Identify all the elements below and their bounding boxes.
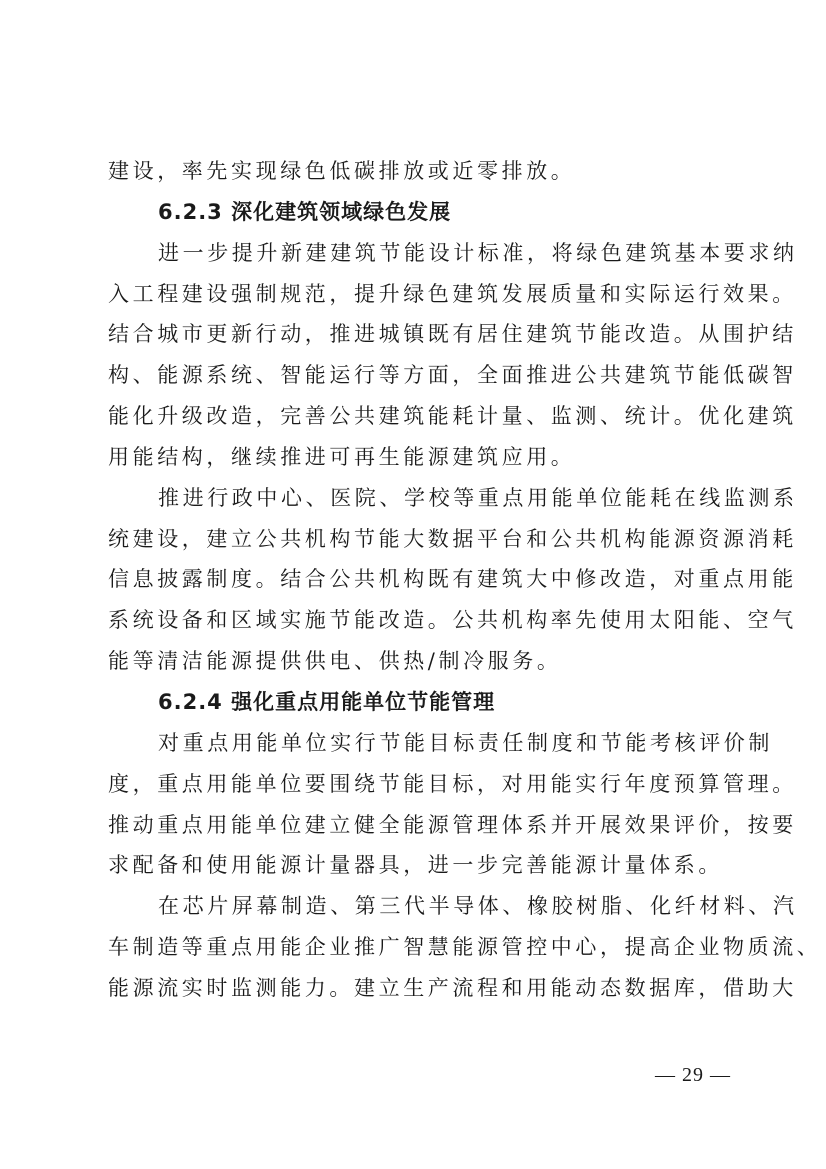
page-number: — 29 —	[655, 1064, 731, 1086]
text-line: 构、能源系统、智能运行等方面，全面推进公共建筑节能低碳智	[108, 363, 797, 388]
text-line: 信息披露制度。结合公共机构既有建筑大中修改造，对重点用能	[108, 567, 797, 592]
text-line: 在芯片屏幕制造、第三代半导体、橡胶树脂、化纤材料、汽	[158, 894, 798, 919]
text-line: 对重点用能单位实行节能目标责任制度和节能考核评价制	[158, 730, 773, 755]
text-line: 统建设，建立公共机构节能大数据平台和公共机构能源资源消耗	[108, 526, 797, 551]
text-line: 能化升级改造，完善公共建筑能耗计量、监测、统计。优化建筑	[108, 404, 797, 429]
text-line: 能源流实时监测能力。建立生产流程和用能动态数据库，借助大	[108, 975, 797, 1000]
text-line: 系统设备和区域实施节能改造。公共机构率先使用太阳能、空气	[108, 608, 797, 633]
text-line: 度，重点用能单位要围绕节能目标，对用能实行年度预算管理。	[108, 771, 797, 796]
document-body	[108, 151, 822, 1009]
text-line: 进一步提升新建建筑节能设计标准，将绿色建筑基本要求纳	[158, 240, 798, 265]
section-heading-6-2-4: 6.2.4 强化重点用能单位节能管理	[158, 689, 496, 714]
text-line: 建设，率先实现绿色低碳排放或近零排放。	[108, 159, 576, 183]
text-line: 推进行政中心、医院、学校等重点用能单位能耗在线监测系	[158, 485, 798, 510]
text-line: 求配备和使用能源计量器具，进一步完善能源计量体系。	[108, 853, 723, 878]
text-line: 入工程建设强制规范，提升绿色建筑发展质量和实际运行效果。	[108, 281, 797, 306]
text-line: 用能结构，继续推进可再生能源建筑应用。	[108, 444, 576, 469]
text-line: 推动重点用能单位建立健全能源管理体系并开展效果评价，按要	[108, 812, 797, 837]
section-heading-6-2-3: 6.2.3 深化建筑领域绿色发展	[158, 199, 452, 224]
text-line: 能等清洁能源提供供电、供热/制冷服务。	[108, 649, 562, 674]
text-line: 车制造等重点用能企业推广智慧能源管控中心，提高企业物质流、	[108, 935, 822, 960]
text-line: 结合城市更新行动，推进城镇既有居住建筑节能改造。从围护结	[108, 322, 797, 347]
